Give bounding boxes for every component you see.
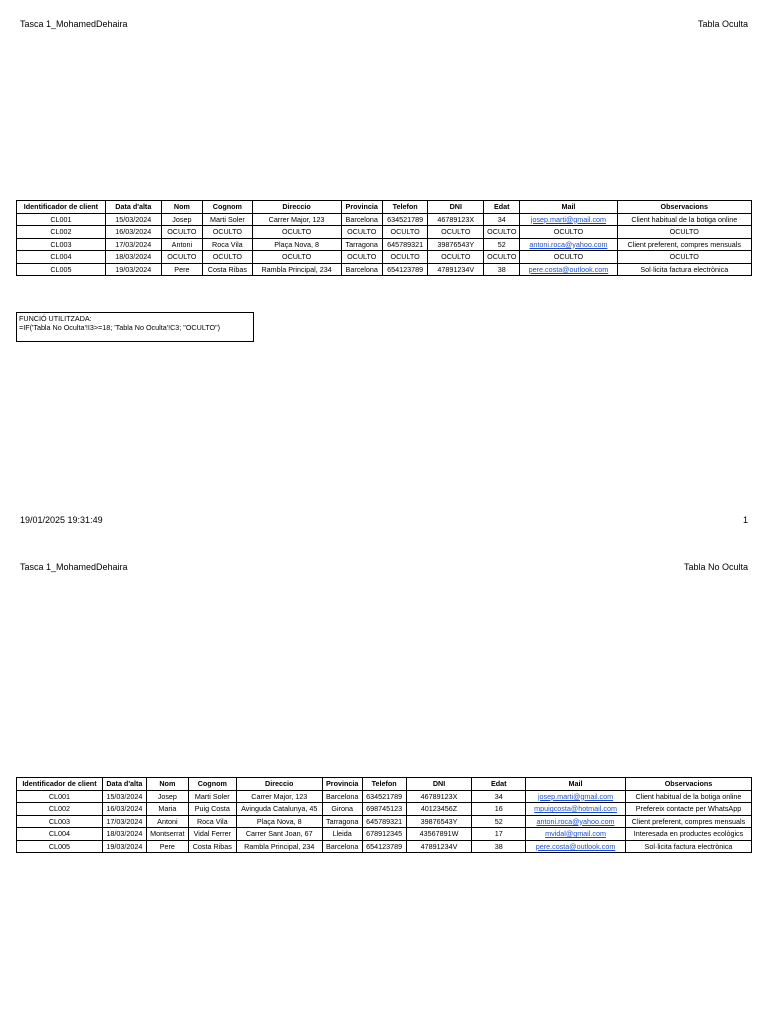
formula-label: FUNCIÓ UTILITZADA:	[19, 314, 92, 323]
table-cell: Maria	[146, 803, 188, 816]
table-cell: CL005	[17, 840, 103, 853]
table-row	[17, 226, 752, 239]
table-cell: CL005	[17, 263, 106, 276]
column-header: Observacions	[617, 201, 751, 214]
column-header: Data d'alta	[105, 201, 161, 214]
table-cell: OCULTO	[252, 226, 341, 239]
table-cell: Carrer Major, 123	[236, 790, 322, 803]
formula-text: =IF('Tabla No Oculta'!I3>=18; 'Tabla No Oculta'!C3; "OCULTO")	[19, 322, 221, 332]
column-header: DNI	[428, 201, 484, 214]
table-cell: 43567891W	[406, 828, 472, 841]
table-cell: OCULTO	[161, 251, 202, 264]
table-row	[17, 803, 752, 816]
table-cell: 46789123X	[428, 213, 484, 226]
table-cell: Client habitual de la botiga online	[617, 213, 751, 226]
page1-footer-date: 19/01/2025 19:31:49	[20, 515, 103, 525]
table-cell: CL004	[17, 251, 106, 264]
table-cell: OCULTO	[341, 251, 382, 264]
mail-link[interactable]: antoni.roca@yahoo.com	[520, 238, 617, 251]
table-header-row	[17, 201, 752, 214]
table-cell: OCULTO	[203, 226, 253, 239]
column-header: Direccio	[252, 201, 341, 214]
page1-footer-page-number: 1	[742, 515, 748, 525]
table-cell: Sol·licita factura electrònica	[617, 263, 751, 276]
column-header: Mail	[526, 778, 626, 791]
table-cell: OCULTO	[382, 226, 427, 239]
table-cell: Plaça Nova, 8	[252, 238, 341, 251]
table-cell: CL001	[17, 790, 103, 803]
table-row	[17, 213, 752, 226]
column-header: Nom	[146, 778, 188, 791]
page1-header-left: Tasca 1_MohamedDehaira	[20, 19, 128, 29]
mail-link[interactable]: josep.marti@gmail.com	[526, 790, 626, 803]
table-cell: 34	[484, 213, 520, 226]
table-row	[17, 828, 752, 841]
table-cell: Roca Vila	[188, 815, 236, 828]
table-cell: Prefereix contacte per WhatsApp	[625, 803, 751, 816]
column-header: Identificador de client	[17, 201, 106, 214]
table-cell: 19/03/2024	[105, 263, 161, 276]
mail-link[interactable]: mpuigcosta@hotmail.com	[526, 803, 626, 816]
table-cell: CL003	[17, 238, 106, 251]
table-cell: Costa Ribas	[203, 263, 253, 276]
table-cell: Antoni	[146, 815, 188, 828]
table-cell: Carrer Major, 123	[252, 213, 341, 226]
table-cell: 38	[472, 840, 526, 853]
table-cell: 15/03/2024	[102, 790, 146, 803]
table-row	[17, 263, 752, 276]
column-header: Identificador de client	[17, 778, 103, 791]
page1-header-right: Tabla Oculta	[697, 19, 748, 29]
table-cell: Barcelona	[322, 840, 362, 853]
table-cell: 15/03/2024	[105, 213, 161, 226]
table-cell: CL002	[17, 803, 103, 816]
table-cell: 16/03/2024	[102, 803, 146, 816]
table-cell: 52	[484, 238, 520, 251]
table-cell: Client preferent, compres mensuals	[617, 238, 751, 251]
table-cell: OCULTO	[341, 226, 382, 239]
table-cell: 18/03/2024	[102, 828, 146, 841]
table-cell: Girona	[322, 803, 362, 816]
table-cell: Carrer Sant Joan, 67	[236, 828, 322, 841]
table-cell: Barcelona	[341, 263, 382, 276]
column-header: Provincia	[322, 778, 362, 791]
column-header: Telefon	[382, 201, 427, 214]
table-cell: 654123789	[382, 263, 427, 276]
table-cell: 698745123	[362, 803, 406, 816]
table-cell: CL003	[17, 815, 103, 828]
table-cell: 654123789	[362, 840, 406, 853]
table-cell: Tarragona	[341, 238, 382, 251]
table-cell: OCULTO	[520, 226, 617, 239]
table-row	[17, 790, 752, 803]
table-cell: OCULTO	[252, 251, 341, 264]
table-cell: Marti Soler	[203, 213, 253, 226]
mail-link[interactable]: pere.costa@outlook.com	[526, 840, 626, 853]
table-cell: 39876543Y	[428, 238, 484, 251]
table-row	[17, 815, 752, 828]
table-cell: Roca Vila	[203, 238, 253, 251]
table-cell: 634521789	[362, 790, 406, 803]
column-header: Cognom	[188, 778, 236, 791]
column-header: Data d'alta	[102, 778, 146, 791]
table-cell: Puig Costa	[188, 803, 236, 816]
page2-header-left: Tasca 1_MohamedDehaira	[20, 562, 128, 572]
table-cell: Tarragona	[322, 815, 362, 828]
table-cell: Josep	[161, 213, 202, 226]
hidden-data-table	[16, 200, 752, 276]
table-cell: OCULTO	[617, 251, 751, 264]
table-cell: Montserrat	[146, 828, 188, 841]
mail-link[interactable]: josep.marti@gmail.com	[520, 213, 617, 226]
column-header: Direccio	[236, 778, 322, 791]
mail-link[interactable]: antoni.roca@yahoo.com	[526, 815, 626, 828]
table-cell: 634521789	[382, 213, 427, 226]
table-cell: Antoni	[161, 238, 202, 251]
table-cell: 17/03/2024	[105, 238, 161, 251]
column-header: Edat	[484, 201, 520, 214]
table-row	[17, 251, 752, 264]
formula-box	[16, 312, 254, 342]
page2-header-right: Tabla No Oculta	[683, 562, 748, 572]
mail-link[interactable]: mvidal@gmail.com	[526, 828, 626, 841]
column-header: Telefon	[362, 778, 406, 791]
table-cell: 47891234V	[406, 840, 472, 853]
table-cell: OCULTO	[484, 251, 520, 264]
column-header: Nom	[161, 201, 202, 214]
table-cell: Interesada en productes ecològics	[625, 828, 751, 841]
table-cell: Pere	[161, 263, 202, 276]
table-cell: CL001	[17, 213, 106, 226]
table-cell: 47891234V	[428, 263, 484, 276]
table-cell: Plaça Nova, 8	[236, 815, 322, 828]
table-cell: Client habitual de la botiga online	[625, 790, 751, 803]
table-cell: Rambla Principal, 234	[236, 840, 322, 853]
table-cell: 38	[484, 263, 520, 276]
column-header: Observacions	[625, 778, 751, 791]
table-cell: 52	[472, 815, 526, 828]
table-row	[17, 238, 752, 251]
table-cell: OCULTO	[161, 226, 202, 239]
table-cell: 645789321	[382, 238, 427, 251]
column-header: Edat	[472, 778, 526, 791]
table-cell: 34	[472, 790, 526, 803]
table-cell: Rambla Principal, 234	[252, 263, 341, 276]
table-cell: Barcelona	[322, 790, 362, 803]
table-cell: 678912345	[362, 828, 406, 841]
table-cell: OCULTO	[203, 251, 253, 264]
table-cell: 39876543Y	[406, 815, 472, 828]
table-cell: Pere	[146, 840, 188, 853]
table-cell: 46789123X	[406, 790, 472, 803]
table-cell: OCULTO	[617, 226, 751, 239]
column-header: DNI	[406, 778, 472, 791]
table-cell: Client preferent, compres mensuals	[625, 815, 751, 828]
column-header: Provincia	[341, 201, 382, 214]
table-cell: Marti Soler	[188, 790, 236, 803]
visible-data-table	[16, 777, 752, 853]
table-cell: Lleida	[322, 828, 362, 841]
table-cell: 645789321	[362, 815, 406, 828]
table-cell: 17/03/2024	[102, 815, 146, 828]
table-cell: 19/03/2024	[102, 840, 146, 853]
table-cell: CL002	[17, 226, 106, 239]
table-cell: Josep	[146, 790, 188, 803]
table-cell: 16	[472, 803, 526, 816]
table-cell: 17	[472, 828, 526, 841]
mail-link[interactable]: pere.costa@outlook.com	[520, 263, 617, 276]
column-header: Mail	[520, 201, 617, 214]
table-header-row	[17, 778, 752, 791]
table-cell: Barcelona	[341, 213, 382, 226]
table-cell: Vidal Ferrer	[188, 828, 236, 841]
table-cell: OCULTO	[484, 226, 520, 239]
column-header: Cognom	[203, 201, 253, 214]
table-cell: Avinguda Catalunya, 45	[236, 803, 322, 816]
table-cell: Sol·licita factura electrònica	[625, 840, 751, 853]
table-cell: OCULTO	[520, 251, 617, 264]
table-cell: 40123456Z	[406, 803, 472, 816]
table-row	[17, 840, 752, 853]
table-cell: OCULTO	[428, 226, 484, 239]
table-cell: 18/03/2024	[105, 251, 161, 264]
table-cell: OCULTO	[428, 251, 484, 264]
table-cell: OCULTO	[382, 251, 427, 264]
table-cell: CL004	[17, 828, 103, 841]
table-cell: Costa Ribas	[188, 840, 236, 853]
table-cell: 16/03/2024	[105, 226, 161, 239]
